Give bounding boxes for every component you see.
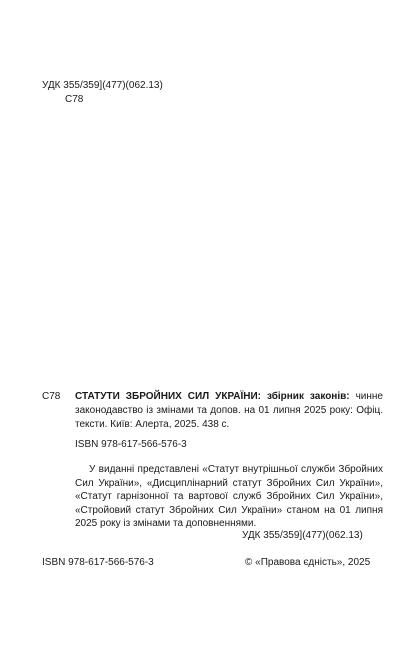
author-mark-top: С78 (65, 94, 84, 105)
author-mark-entry: С78 (42, 391, 61, 402)
isbn-entry: ISBN 978-617-566-576-3 (75, 439, 187, 450)
book-title: СТАТУТИ ЗБРОЙНИХ СИЛ УКРАЇНИ: збірник законів: (75, 391, 350, 402)
publication-details: чинне законодавство із змінами та допов. на 01 липня 2025 року: Офіц. тексти. Київ: Алерта, 2025. 438 с. (75, 391, 383, 430)
annotation: У виданні представлені «Статут внутрішньої служби Збройних Сил України», «Дисциплінарний статут Збройних Сил України», «Статут гарнізонної та вартової служб Збройних Сил України», «Стройовий статут Збройних Сил України» станом на 01 липня 2025 року із змінами та доповненнями. (75, 464, 383, 529)
udk-code-top: УДК 355/359](477)(062.13) (42, 80, 163, 91)
isbn-bottom: ISBN 978-617-566-576-3 (42, 557, 154, 568)
copyright-notice: © «Правова єдність», 2025 (245, 557, 371, 568)
udk-code-bottom: УДК 355/359](477)(062.13) (242, 530, 363, 541)
bibliographic-description (75, 390, 383, 432)
